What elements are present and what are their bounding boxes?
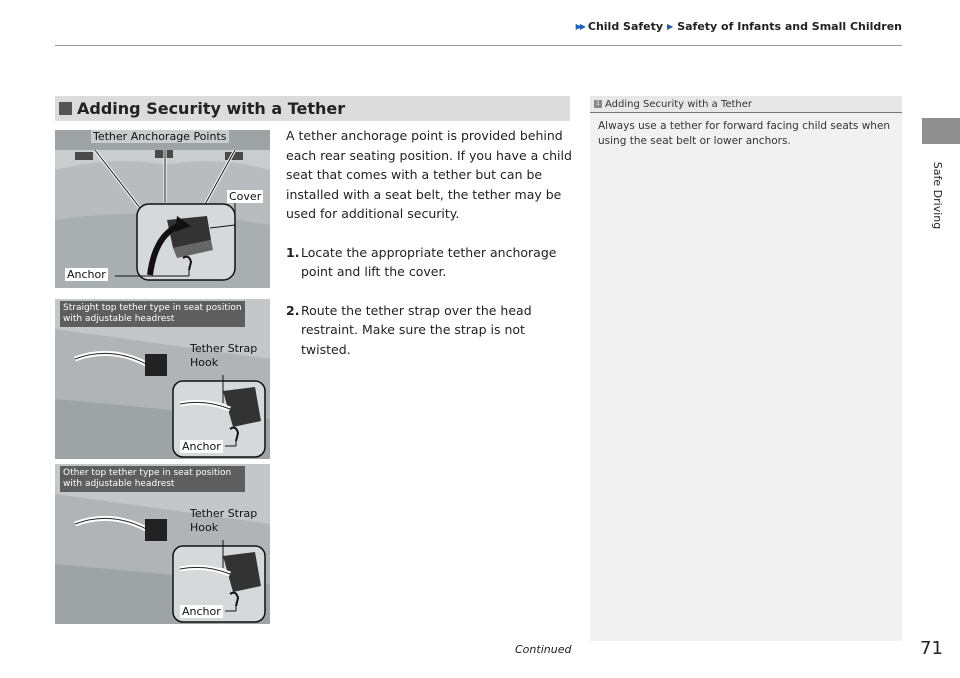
label-hook: Hook <box>190 356 219 369</box>
square-bullet-icon <box>59 102 72 115</box>
breadcrumb <box>576 20 902 33</box>
step-1: 1. Locate the appropriate tether anchorage point and lift the cover. <box>286 244 557 279</box>
main-content <box>286 126 576 378</box>
label-anchor: Anchor <box>182 605 221 618</box>
label-anchor: Anchor <box>67 268 106 281</box>
section-header <box>55 96 570 121</box>
side-note-panel <box>590 96 902 641</box>
double-arrow-icon: ▶▶ <box>575 22 584 31</box>
caption-straight-tether: Straight top tether type in seat position with adjustable headrest <box>60 301 245 327</box>
arrow-right-icon: ▶ <box>667 22 674 31</box>
label-tether-strap: Tether Strap <box>190 507 258 520</box>
header-divider <box>55 45 902 46</box>
breadcrumb-item-child-safety[interactable]: Child Safety <box>587 20 664 33</box>
section-title: Adding Security with a Tether <box>77 99 346 118</box>
chapter-tab-label: Safe Driving <box>931 161 945 229</box>
page-number: 71 <box>920 638 943 659</box>
continued-label: Continued <box>515 643 572 656</box>
figure-other-top-tether <box>55 464 270 624</box>
label-tether-strap: Tether Strap <box>190 342 258 355</box>
label-hook: Hook <box>190 521 219 534</box>
label-tether-anchorage-points: Tether Anchorage Points <box>93 130 227 143</box>
note-icon: 1 <box>594 100 602 108</box>
side-note-body: Always use a tether for forward facing child seats when using the seat belt or lower anchors. <box>598 120 891 147</box>
figure-tether-anchorage-points <box>55 130 270 288</box>
intro-paragraph: A tether anchorage point is provided behind each rear seating position. If you have a child seat that comes with a tether but can be installed with a seat belt, the tether may be used for additional security. <box>286 128 572 221</box>
figure-straight-top-tether <box>55 299 270 459</box>
step-2: 2. Route the tether strap over the head restraint. Make sure the strap is not twisted. <box>286 302 532 357</box>
label-cover: Cover <box>229 190 262 203</box>
caption-other-tether: Other top tether type in seat position with adjustable headrest <box>60 466 245 492</box>
side-note-heading: 1 Adding Security with a Tether <box>590 96 902 113</box>
breadcrumb-item-safety-infants[interactable]: Safety of Infants and Small Children <box>677 20 902 33</box>
label-anchor: Anchor <box>182 440 221 453</box>
rear-seat-illustration <box>55 130 270 288</box>
chapter-tab-marker <box>922 118 960 144</box>
